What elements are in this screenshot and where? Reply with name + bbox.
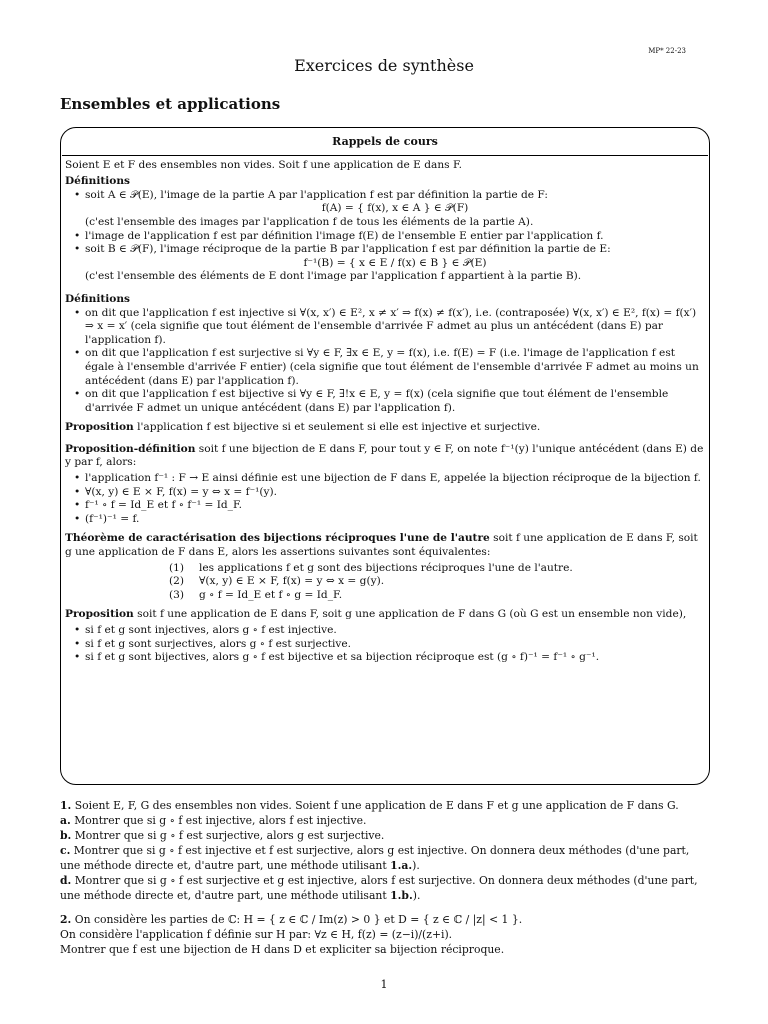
list-item — [85, 230, 705, 244]
exercise-2-line-3: Montrer que f est une bijection de H dans D et expliciter sa bijection réciproque. — [60, 943, 505, 956]
exercise-text: Soient E, F, G des ensembles non vides. Soient f une application de E dans F et g une application de F dans G. — [71, 799, 679, 812]
assertion-text: ∀(x, y) ∈ E × F, f(x) = y ⇔ x = g(y). — [199, 575, 385, 588]
proposition-label: Proposition — [65, 421, 134, 434]
list-item — [85, 243, 705, 284]
definitions-heading-1: Définitions — [65, 175, 131, 188]
assertion — [169, 562, 705, 576]
part-tail: ). — [412, 889, 421, 902]
part-label: d. — [60, 874, 72, 887]
proposition-composition — [65, 608, 705, 622]
definitions-list-1 — [65, 189, 705, 284]
exercise-number: 2. — [60, 913, 72, 926]
list-item: • on dit que l'application f est injective si ∀(x, x′) ∈ E², x ≠ x′ ⇒ f(x) ≠ f(x′), i.e. (contraposée) ∀(x, x′) ∈ E², f(x) = f(x′) ⇒ x = x′ (cela signifie que tout élément de l'ensemble d'arrivée F admet au plus un antécédent (dans E) par l'application f). — [85, 307, 705, 348]
proposition-text: l'application f est bijective si et seulement si elle est injective et surjective. — [133, 421, 541, 434]
list-item: • l'application f⁻¹ : F → E ainsi définie est une bijection de F dans E, appelée la bijection réciproque de la bijection f. — [85, 472, 705, 486]
list-item: • (f⁻¹)⁻¹ = f. — [85, 513, 705, 527]
theorem-assertions — [65, 562, 705, 603]
assertion-number: (1) — [169, 561, 185, 574]
exercise-text: On considère les parties de ℂ: H = { z ∈ ℂ / Im(z) > 0 } et D = { z ∈ ℂ / |z| < 1 }. — [71, 913, 523, 926]
formula: f⁻¹(B) = { x ∈ E / f(x) ∈ B } ∈ 𝒫(E) — [303, 256, 487, 269]
definition-note: (c'est l'ensemble des images par l'application f de tous les éléments de la partie A). — [85, 215, 534, 228]
formula: f(A) = { f(x), x ∈ A } ∈ 𝒫(F) — [321, 202, 469, 215]
list-item: • si f et g sont surjectives, alors g ∘ f est surjective. — [85, 638, 705, 652]
exercise-2-line-2: On considère l'application f définie sur H par: ∀z ∈ H, f(z) = (z−i)/(z+i). — [60, 928, 453, 941]
definitions-heading-2: Définitions — [65, 292, 131, 305]
class-label: MP* 22-23 — [648, 47, 686, 55]
part-label: a. — [60, 814, 71, 827]
exercise-part — [60, 813, 710, 828]
exercise-part — [60, 843, 710, 873]
proposition-bijective — [65, 421, 705, 435]
exercise-part — [60, 828, 710, 843]
exercise-2 — [60, 912, 710, 927]
exercise-part — [60, 873, 710, 903]
section-title: Ensembles et applications — [60, 95, 281, 113]
exercises — [60, 798, 710, 957]
page-number: 1 — [380, 978, 388, 991]
proposition-text: soit f une application de E dans F, soit g une application de F dans G (où G est un ensemble non vide), — [133, 608, 687, 621]
assertion-text: g ∘ f = Id_E et f ∘ g = Id_F. — [199, 588, 343, 601]
assertion-text: les applications f et g sont des bijections réciproques l'une de l'autre. — [199, 561, 573, 574]
part-label: c. — [60, 844, 71, 857]
part-reference: 1.a. — [390, 859, 413, 872]
box-intro: Soient E et F des ensembles non vides. Soit f une application de E dans F. — [65, 158, 463, 171]
box-title-rule — [62, 155, 708, 156]
exercise-number: 1. — [60, 799, 72, 812]
theorem-label: Théorème de caractérisation des bijections réciproques l'une de l'autre — [65, 532, 490, 545]
part-tail: ). — [412, 859, 420, 872]
assertion — [169, 589, 705, 603]
box-title: Rappels de cours — [332, 135, 438, 148]
proposition-label: Proposition — [65, 608, 134, 621]
course-reminder-box — [60, 127, 710, 785]
list-item: • on dit que l'application f est surjective si ∀y ∈ F, ∃x ∈ E, y = f(x), i.e. f(E) = F (i.e. l'image de l'application f est égale à l'ensemble d'arrivée F entier) (cela signifie que tout élément de l'ensemble d'arrivée F admet au moins un antécédent (dans E) par l'application f). — [85, 347, 705, 388]
list-item: • on dit que l'application f est bijective si ∀y ∈ F, ∃!x ∈ E, y = f(x) (cela signifie que tout élément de l'ensemble d'arrivée F admet un unique antécédent (dans E) par l'application f). — [85, 388, 705, 415]
part-label: b. — [60, 829, 72, 842]
list-item: • ∀(x, y) ∈ E × F, f(x) = y ⇔ x = f⁻¹(y). — [85, 486, 705, 500]
part-text: Montrer que si g ∘ f est surjective, alors g est surjective. — [71, 829, 385, 842]
part-text: Montrer que si g ∘ f est surjective et g est injective, alors f est surjective. On donnera deux méthodes (d'une part, une méthode directe et, d'autre part, une méthode utilisant — [60, 874, 698, 902]
list-item: • si f et g sont bijectives, alors g ∘ f est bijective et sa bijection réciproque est (g ∘ f)⁻¹ = f⁻¹ ∘ g⁻¹. — [85, 651, 705, 665]
theorem-text: soit f une application de E dans F, soit g une application de F dans E, alors les assertions suivantes sont équivalentes: — [65, 532, 698, 559]
definition-text: • soit A ∈ 𝒫(E), l'image de la partie A par l'application f est par définition la partie de F: — [85, 188, 548, 201]
proposition-definition-label: Proposition-définition — [65, 442, 196, 455]
proposition-definition-text: soit f une bijection de E dans F, pour tout y ∈ F, on note f⁻¹(y) l'unique antécédent (dans E) de y par f, alors: — [65, 442, 704, 469]
assertion — [169, 575, 705, 589]
part-reference: 1.b. — [390, 889, 413, 902]
assertion-number: (2) — [169, 575, 185, 588]
proposition-definition-list — [65, 472, 705, 526]
exercise-1 — [60, 798, 710, 813]
assertion-number: (3) — [169, 588, 185, 601]
part-text: Montrer que si g ∘ f est injective et f est surjective, alors g est injective. On donnera deux méthodes (d'une part, une méthode directe et, d'autre part, une méthode utilisant — [60, 844, 690, 872]
list-item: • f⁻¹ ∘ f = Id_E et f ∘ f⁻¹ = Id_F. — [85, 499, 705, 513]
composition-list — [65, 624, 705, 665]
definition-text: • soit B ∈ 𝒫(F), l'image réciproque de la partie B par l'application f est par définition la partie de E: — [85, 243, 611, 256]
proposition-definition — [65, 443, 705, 470]
definition-note: (c'est l'ensemble des éléments de E dont l'image par l'application f appartient à la partie B). — [85, 270, 582, 283]
theorem — [65, 532, 705, 559]
part-text: Montrer que si g ∘ f est injective, alors f est injective. — [70, 814, 367, 827]
list-item: • si f et g sont injectives, alors g ∘ f est injective. — [85, 624, 705, 638]
definitions-list-2 — [65, 307, 705, 416]
document-title: Exercices de synthèse — [294, 56, 474, 75]
list-item — [85, 189, 705, 230]
definition-text: • l'image de l'application f est par définition l'image f(E) de l'ensemble E entier par l'application f. — [85, 229, 604, 242]
